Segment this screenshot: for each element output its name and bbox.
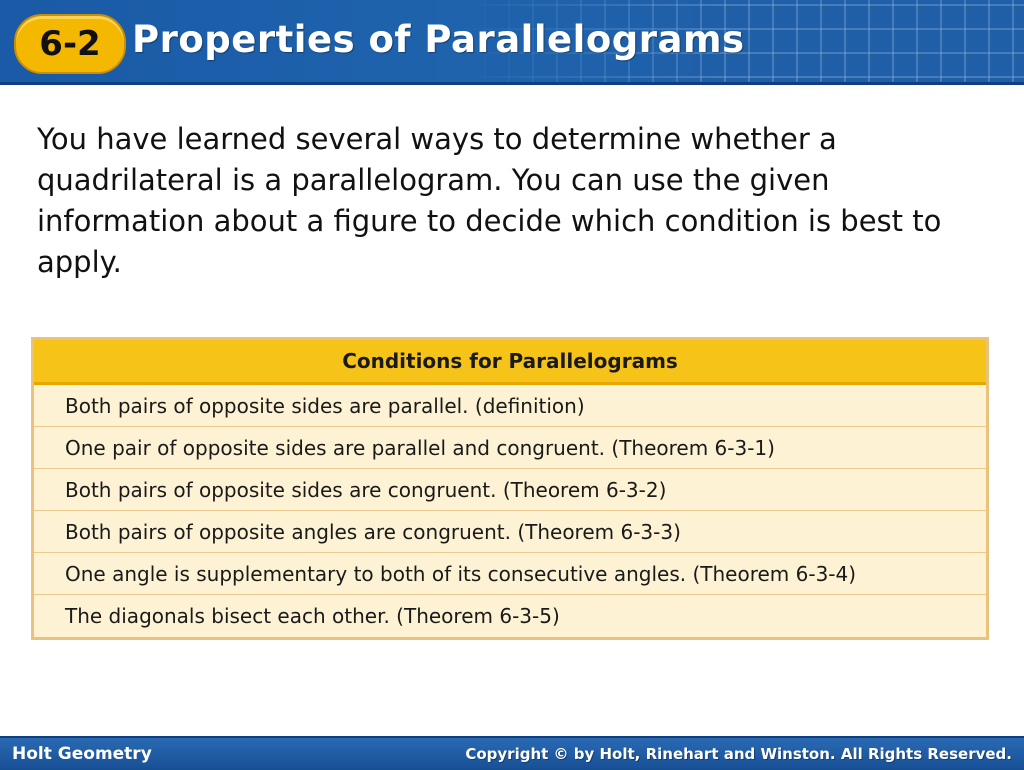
lesson-badge: 6-2: [14, 14, 126, 74]
slide-header: [0, 0, 1024, 85]
table-row: Both pairs of opposite sides are parallel. (definition): [34, 385, 986, 427]
table-row: One angle is supplementary to both of its consecutive angles. (Theorem 6-3-4): [34, 553, 986, 595]
table-row: The diagonals bisect each other. (Theorem 6-3-5): [65, 603, 560, 628]
slide-footer: [0, 736, 1024, 770]
copyright-notice: Copyright © by Holt, Rinehart and Winston. All Rights Reserved.: [465, 745, 1012, 763]
intro-paragraph: You have learned several ways to determine whether a quadrilateral is a parallelogram. You can use the given information about a figure to decide which condition is best to apply.: [37, 122, 942, 279]
table-row: Both pairs of opposite sides are congruent. (Theorem 6-3-2): [34, 469, 986, 511]
table-row: Both pairs of opposite angles are congruent. (Theorem 6-3-3): [34, 511, 986, 553]
table-title: Conditions for Parallelograms: [34, 340, 986, 385]
course-name: Holt Geometry: [12, 744, 152, 764]
page-title: Properties of Parallelograms: [132, 18, 745, 61]
conditions-table: [31, 337, 989, 640]
table-row: One pair of opposite sides are parallel and congruent. (Theorem 6-3-1): [34, 427, 986, 469]
